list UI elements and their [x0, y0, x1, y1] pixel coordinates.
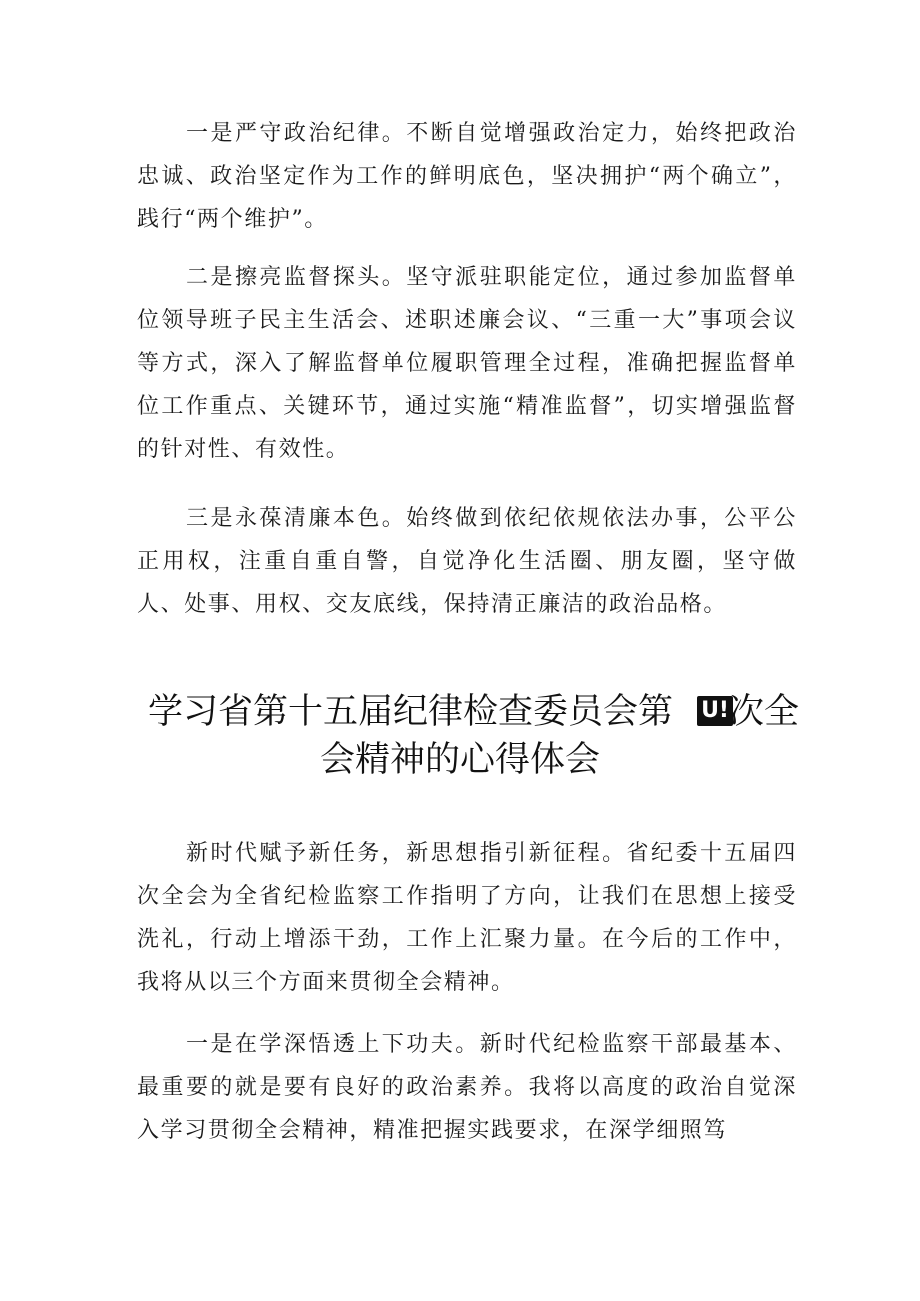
title-line-1-start: 学习省第十五届纪律检查委员会第	[148, 692, 674, 732]
paragraph-political-discipline: 一是严守政治纪律。不断自觉增强政治定力，始终把政治忠诚、政治坚定作为工作的鲜明底色，坚决拥护“两个确立”，践行“两个维护”。	[137, 121, 797, 232]
paragraph-introduction: 新时代赋予新任务，新思想指引新征程。省纪委十五届四次全会为全省纪检监察工作指明了方向，让我们在思想上接受洗礼，行动上增添干劲，工作上汇聚力量。在今后的工作中，我将从以三个方面来贯彻全会精神。	[137, 841, 797, 995]
garbled-glyph: U!	[697, 696, 733, 726]
title-line-2: 会精神的心得体会	[319, 740, 600, 780]
paragraph-supervision-probe: 二是擦亮监督探头。坚守派驻职能定位，通过参加监督单位领导班子民主生活会、述职述廉会议、“三重一大”事项会议等方式，深入了解监督单位履职管理全过程，准确把握监督单位工作重点、关键环节，通过实施“精准监督”，切实增强监督的针对性、有效性。	[137, 265, 797, 462]
paragraph-study-deeply: 一是在学深悟透上下功夫。新时代纪检监察干部最基本、最重要的就是要有良好的政治素养。我将以高度的政治自觉深入学习贯彻全会精神，精准把握实践要求，在深学细照笃	[137, 1032, 797, 1143]
article-title	[120, 688, 800, 784]
title-line-1	[120, 688, 800, 736]
title-line-1-end: 次全	[729, 692, 800, 732]
paragraph-integrity: 三是永葆清廉本色。始终做到依纪依规依法办事，公平公正用权，注重自重自警，自觉净化生活圈、朋友圈，坚守做人、处事、用权、交友底线，保持清正廉洁的政治品格。	[137, 506, 797, 617]
